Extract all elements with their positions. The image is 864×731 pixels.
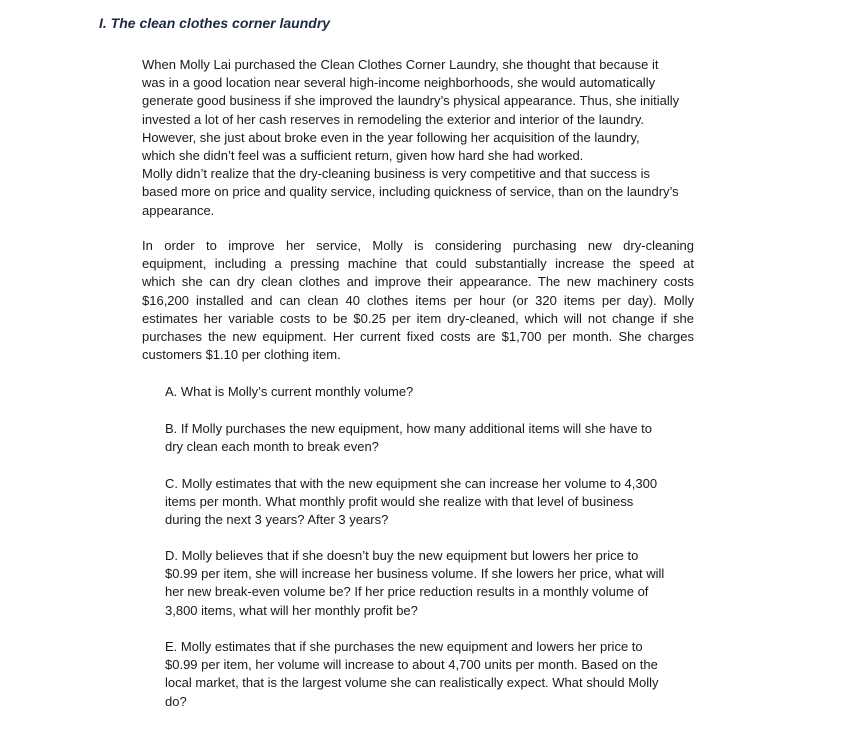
question-line: items per month. What monthly profit would she realize with that level of business (165, 494, 634, 510)
question-a (165, 383, 695, 401)
question-b (165, 420, 695, 456)
question-line: A. What is Molly’s current monthly volume? (165, 384, 414, 399)
paragraph-line: purchases the new equipment. Her current fixed costs are $1,700 per month. She charges (142, 329, 694, 345)
paragraph-line: which she didn’t feel was a sufficient return, given how hard she had worked. (142, 148, 584, 164)
paragraph-line: generate good business if she improved the laundry’s physical appearance. Thus, she initially (142, 93, 680, 109)
question-line: C. Molly estimates that with the new equipment she can increase her volume to 4,300 (165, 476, 658, 491)
question-line: dry clean each month to break even? (165, 439, 379, 455)
question-line: do? (165, 693, 187, 709)
paragraph-line: invested a lot of her cash reserves in remodeling the exterior and interior of the laundry. (142, 111, 644, 127)
question-line: $0.99 per item, she will increase her business volume. If she lowers her price, what will (165, 566, 665, 582)
paragraph-line: estimates her variable costs to be $0.25 per item dry-cleaned, which will not change if she (142, 310, 694, 326)
question-line: E. Molly estimates that if she purchases the new equipment and lowers her price to (165, 639, 643, 654)
paragraph-line: $16,200 installed and can clean 40 clothes items per hour (or 320 items per day). Molly (142, 292, 694, 308)
paragraph-line: which she can dry clean clothes and improve their appearance. The new machinery costs (142, 274, 694, 290)
question-c (165, 475, 695, 530)
question-line: D. Molly believes that if she doesn’t buy the new equipment but lowers her price to (165, 548, 639, 563)
question-d (165, 547, 695, 620)
question-line: B. If Molly purchases the new equipment, how many additional items will she have to (165, 421, 653, 436)
paragraph-line: customers $1.10 per clothing item. (142, 347, 341, 363)
details-paragraph (142, 237, 694, 364)
paragraph-line: appearance. (142, 202, 215, 218)
question-line: 3,800 items, what will her monthly profit be? (165, 602, 418, 618)
case-title: I. The clean clothes corner laundry (99, 15, 331, 31)
paragraph-line: In order to improve her service, Molly is considering purchasing new dry-cleaning (142, 238, 694, 253)
paragraph-line: equipment, including a pressing machine that could substantially increase the speed at (142, 256, 694, 272)
question-line: her new break-even volume be? If her price reduction results in a monthly volume of (165, 584, 649, 600)
question-e (165, 638, 695, 711)
question-line: $0.99 per item, her volume will increase to about 4,700 units per month. Based on the (165, 657, 658, 673)
paragraph-line: Molly didn’t realize that the dry-cleaning business is very competitive and that success is (142, 166, 650, 182)
question-line: local market, that is the largest volume she can realistically expect. What should Molly (165, 675, 659, 691)
paragraph-line: When Molly Lai purchased the Clean Clothes Corner Laundry, she thought that because it (142, 57, 659, 72)
question-line: during the next 3 years? After 3 years? (165, 512, 389, 528)
intro-paragraph (142, 56, 696, 220)
paragraph-line: However, she just about broke even in the year following her acquisition of the laundry, (142, 129, 640, 145)
paragraph-line: based more on price and quality service, including quickness of service, than on the laundry’s (142, 184, 679, 200)
paragraph-line: was in a good location near several high-income neighborhoods, she would automatically (142, 75, 656, 91)
